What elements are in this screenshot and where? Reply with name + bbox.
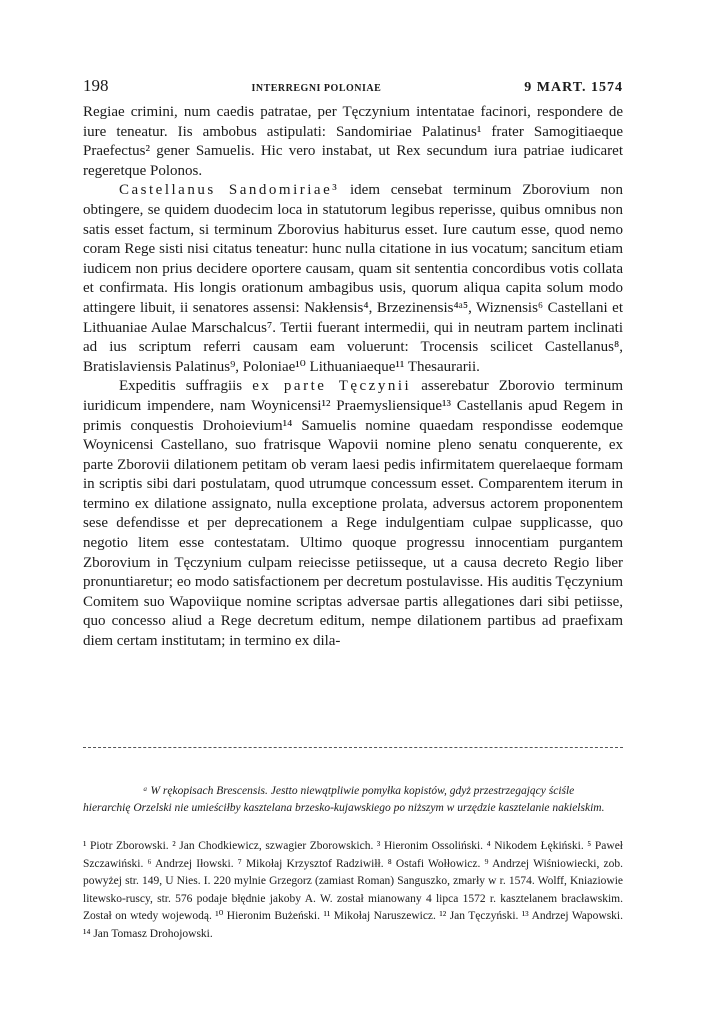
footnote-divider: [83, 747, 623, 748]
spaced-name: Castellanus Sandomiriae³: [119, 182, 340, 199]
running-title: INTERREGNI POLONIAE: [251, 83, 382, 94]
paragraph-1: Regiae crimini, num caedis patratae, per Tęczynium intentatae facinori, respondere de iure teneatur. Iis ambobus astipulati: Sandomiriae Palatinus¹ frater Samogitiaeque Praefectus² gener Samuelis. Hic vero instabat, ut Rex secundum iura patriae iudicaret regeretque Polonos.: [83, 104, 623, 179]
page-header: [83, 76, 623, 96]
paragraph-2-text: idem censebat terminum Zborovium non obtingere, se quidem duodecim loca in statutorum legibus reperisse, quibus omnibus non satis esset factum, si terminum Zborovius habiturus esset. Iure cautum esse, quod nemo coram Rege sisti nisi citatus teneatur: hunc nulla citatione in ius vocatum; sancitum etiam iudicem non prius decidere oportere causam, quam sit sententia concordibus votis collata et confirmata. His longis orationum ambagibus usis, quorum aliqua capita solum modo attingere libuit, ii senatores assensi: Nakłensis⁴, Brzezinensis⁴ᵃ⁵, Wiznensis⁶ Castellani et Lithuaniae Aulae Marschalcus⁷. Tertii fuerant intermedii, qui in neutram partem inclinati ad ius scriptum referri causam eam voluerunt: Trocensis scilicet Castellanus⁸, Bratislaviensis Palatinus⁹, Poloniae¹⁰ Lithuaniaeque¹¹ Thesaurarii.: [83, 182, 623, 375]
editorial-note: ᵃ W rękopisach Brescensis. Jestto niewątpliwie pomyłka kopistów, gdyż przestrzegający ściśle hierarchię Orzelski nie umieściłby kasztelana brzesko-kujawskiego po niższym w urzędzie kasztelanie nakielskim.: [83, 784, 605, 814]
paragraph-3-text: asserebatur Zborovio terminum iuridicum impendere, nam Woynicensi¹² Praemysliensique¹³ Castellanis apud Regem in primis conquestis Drohoievium¹⁴ Samuelis nomine quaedam respondisse eodemque Woynicensi Castellano, suo fratrisque Wapovii nomine pleno senatu conquerente, ex parte Zborovii dilationem petitam ob veram laesi pedis infirmitatem querelaeque formam in scriptis sibi dari postulatam, quod utrumque concessum esset. Comparentem iterum in termino ex dilatione assignato, nulla exceptione prolata, adversus actorem proponentem sese defendisse et per deprecationem a Rege indulgentiam culpae supplicasse, quo negotio litem esse contestatam. Ultimo quoque progressu innocentiam purgantem Zborovium in Tęczynium culpam reiecisse petiisseque, ut a causa decreto Regio liber pronuntiaretur; eo modo satisfactionem per decretum postulavisse. His auditis Tęczynium Comitem suo Wapoviique nomine scriptas adversae partis allegationes dari sibi petiisse, quo concesso aliud a Rege decretum editum, nempe dilationem partibus ad praefixam diem certam institutam; in termino ex dila-: [83, 378, 623, 650]
paragraph-2: [83, 181, 623, 377]
spaced-phrase: ex parte Tęczynii: [252, 378, 412, 395]
footnote-list: ¹ Piotr Zborowski. ² Jan Chodkiewicz, szwagier Zborowskich. ³ Hieronim Ossoliński. ⁴ Nikodem Łękiński. ⁵ Paweł Szczawiński. ⁶ Andrzej Iłowski. ⁷ Mikołaj Krzysztof Radziwiłł. ⁸ Ostafi Wołłowicz. ⁹ Andrzej Wiśniowiecki, zob. powyżej str. 149, U Nies. I. 220 mylnie Grzegorz (zamiast Roman) Sanguszko, zmarły w r. 1574. Wolff, Kniaziowie litewsko-ruscy, str. 576 podaje błędnie jakoby A. W. został mianowany 4 lipca 1572 r. kasztelanem bracławskim. Został on wtedy wojewodą. ¹⁰ Hieronim Bużeński. ¹¹ Mikołaj Naruszewicz. ¹² Jan Tęczyński. ¹³ Andrzej Wapowski. ¹⁴ Jan Tomasz Drohojowski.: [83, 840, 623, 940]
main-text: [83, 103, 623, 652]
footnotes: [83, 838, 623, 944]
paragraph-3: [83, 377, 623, 651]
paragraph-3-start: Expeditis suffragiis: [119, 378, 253, 395]
page-number: 198: [83, 76, 109, 95]
header-date: 9 MART. 1574: [524, 80, 623, 95]
